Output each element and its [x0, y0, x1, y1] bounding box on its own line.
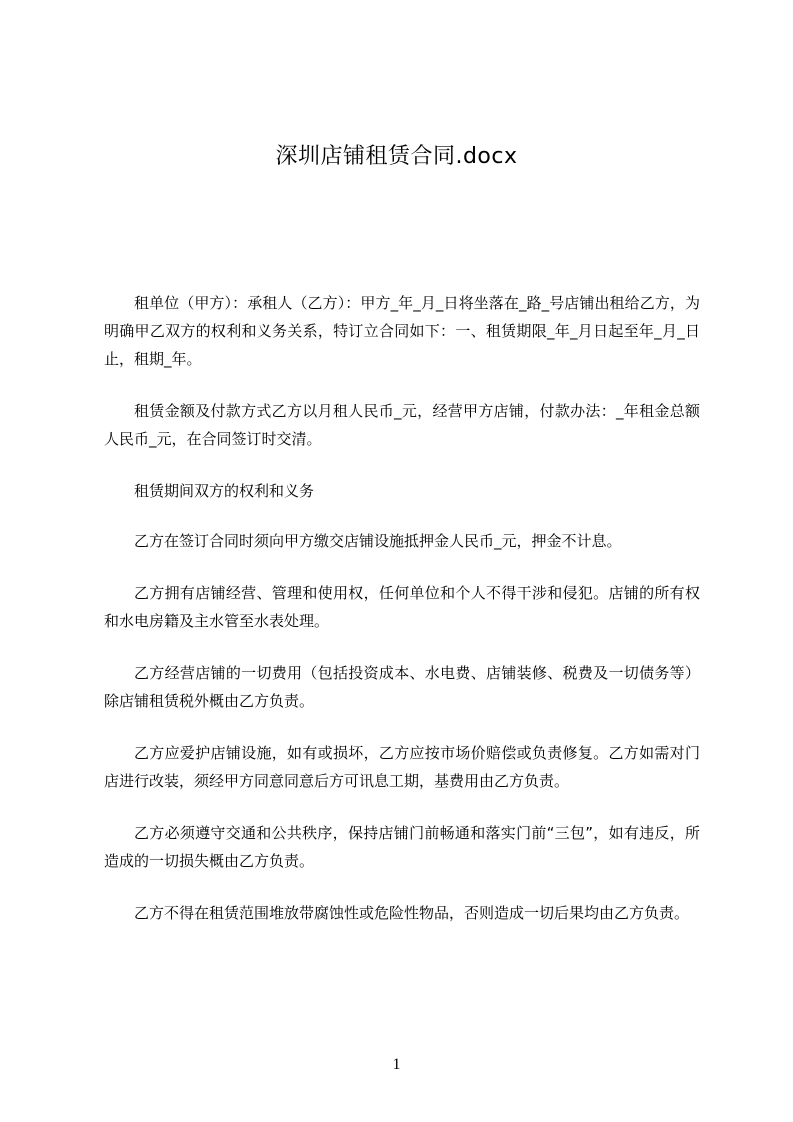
- paragraph-parties-and-term: 租单位（甲方）：承租人（乙方）：甲方_年_月_日将坐落在_路_号店铺出租给乙方，为明确甲乙双方的权利和义务关系，特订立合同如下：一、租赁期限_年_月日起至年_月_日止，租期_年。: [104, 294, 700, 368]
- document-title: 深圳店铺租赁合同.docx: [275, 144, 518, 169]
- paragraph-hazardous-goods: 乙方不得在租赁范围堆放带腐蚀性或危险性物品，否则造成一切后果均由乙方负责。: [134, 904, 690, 922]
- paragraph-public-order: 乙方必须遵守交通和公共秩序，保持店铺门前畅通和落实门前“三包”，如有违反，所造成的一切损失概由乙方负责。: [104, 824, 700, 870]
- paragraph-rent-and-payment: 租赁金额及付款方式乙方以月租人民币_元，经营甲方店铺，付款办法：_年租金总额人民币_元，在合同签订时交清。: [104, 402, 700, 448]
- document-body: [104, 289, 700, 927]
- paragraph-rights-heading: 租赁期间双方的权利和义务: [134, 482, 315, 500]
- paragraph-deposit: 乙方在签订合同时须向甲方缴交店铺设施抵押金人民币_元，押金不计息。: [134, 532, 622, 550]
- paragraph-management-rights: 乙方拥有店铺经营、管理和使用权，任何单位和个人不得干涉和侵犯。店铺的所有权和水电房籍及主水管至水表处理。: [104, 584, 700, 630]
- paragraph-expenses: 乙方经营店铺的一切费用（包括投资成本、水电费、店铺装修、税费及一切债务等）除店铺租赁税外概由乙方负责。: [104, 664, 700, 710]
- paragraph-facility-care: 乙方应爱护店铺设施，如有或损坏，乙方应按市场价赔偿或负责修复。乙方如需对门店进行改装，须经甲方同意同意后方可讯息工期，基费用由乙方负责。: [104, 744, 700, 790]
- page-number: 1: [392, 1056, 401, 1073]
